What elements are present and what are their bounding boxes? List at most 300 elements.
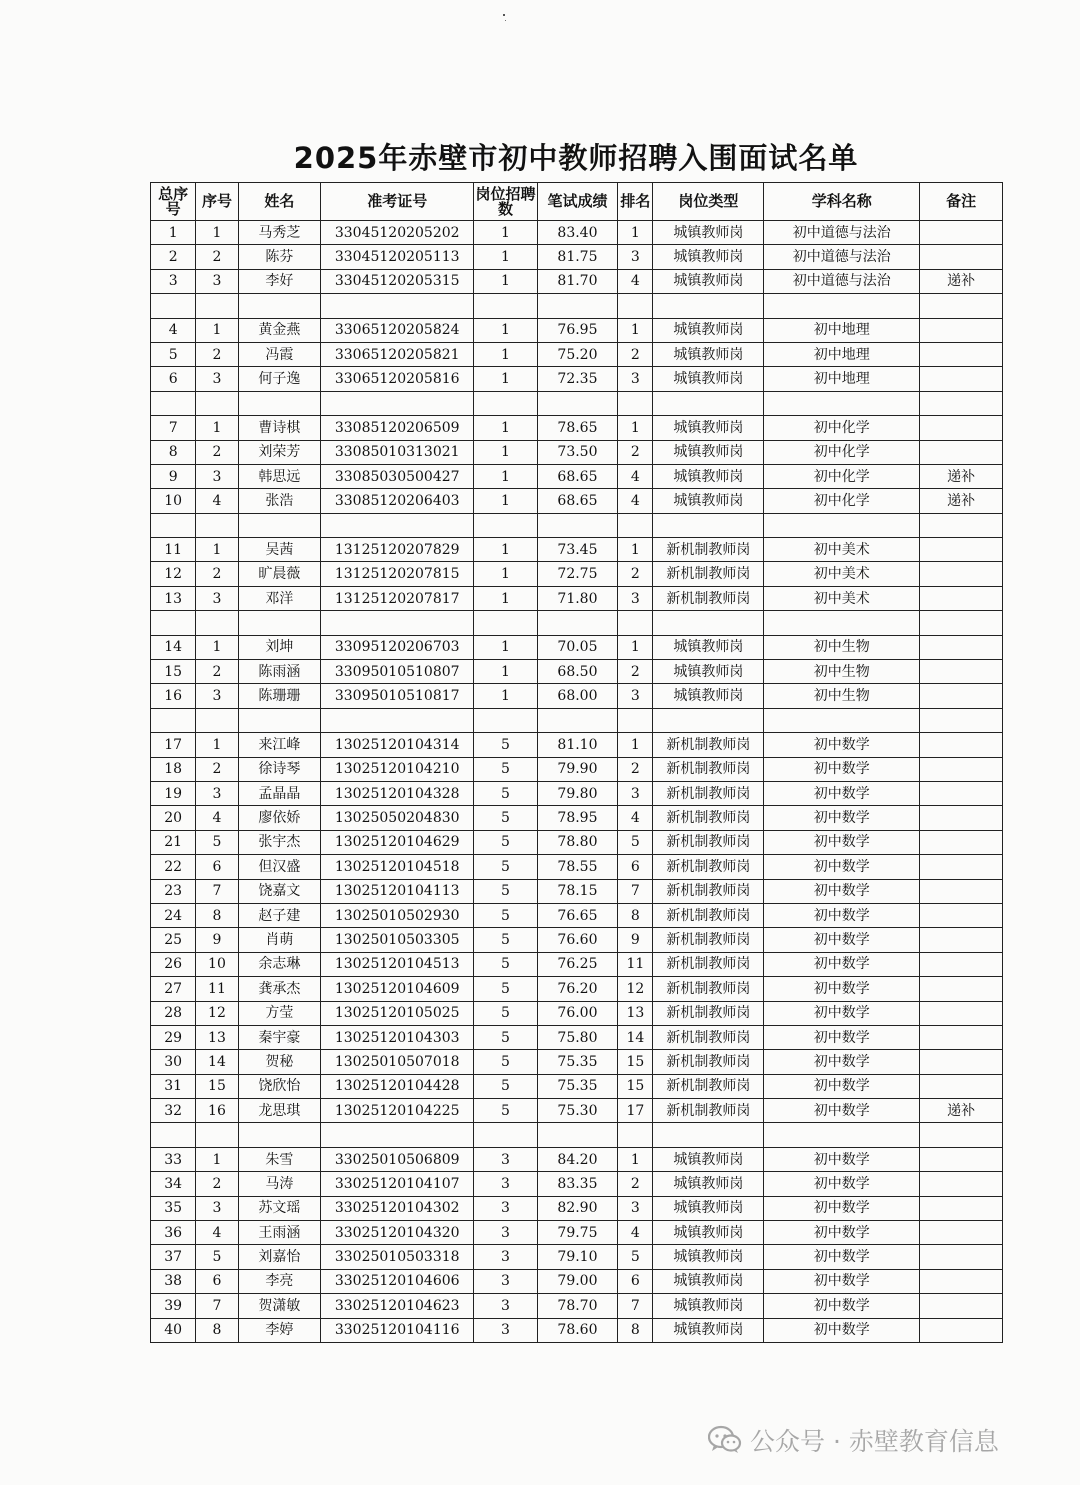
header-cell-name: 姓名 <box>238 183 321 221</box>
cell-rank: 4 <box>618 489 653 513</box>
cell-name: 张浩 <box>238 489 321 513</box>
cell-remark <box>920 416 1003 440</box>
cell-rank: 3 <box>618 781 653 805</box>
cell-name: 陈雨涵 <box>238 660 321 684</box>
cell-openings: 5 <box>474 903 537 927</box>
cell-remark <box>920 367 1003 391</box>
cell-no: 1 <box>196 221 238 245</box>
cell-rank: 15 <box>618 1050 653 1074</box>
cell-openings: 1 <box>474 367 537 391</box>
cell-openings: 1 <box>474 562 537 586</box>
cell-openings: 3 <box>474 1221 537 1245</box>
cell-remark: 递补 <box>920 464 1003 488</box>
cell-post-type: 城镇教师岗 <box>653 367 764 391</box>
cell-subject: 初中数学 <box>764 855 920 879</box>
empty-cell <box>537 611 618 635</box>
cell-openings: 1 <box>474 440 537 464</box>
cell-remark: 递补 <box>920 269 1003 293</box>
empty-cell <box>653 708 764 732</box>
cell-exam-id: 13025120104314 <box>321 733 474 757</box>
cell-openings: 1 <box>474 245 537 269</box>
group-separator-row <box>151 391 1003 415</box>
cell-openings: 5 <box>474 806 537 830</box>
cell-openings: 5 <box>474 952 537 976</box>
cell-exam-id: 33085120206403 <box>321 489 474 513</box>
wechat-icon <box>708 1425 742 1455</box>
cell-written-score: 68.50 <box>537 660 618 684</box>
cell-subject: 初中数学 <box>764 1196 920 1220</box>
cell-subject: 初中数学 <box>764 1294 920 1318</box>
cell-remark <box>920 245 1003 269</box>
table-row <box>151 245 1003 269</box>
cell-post-type: 城镇教师岗 <box>653 1269 764 1293</box>
cell-rank: 4 <box>618 806 653 830</box>
cell-rank: 3 <box>618 586 653 610</box>
cell-post-type: 新机制教师岗 <box>653 1074 764 1098</box>
empty-cell <box>321 1123 474 1147</box>
cell-subject: 初中数学 <box>764 1001 920 1025</box>
cell-written-score: 81.75 <box>537 245 618 269</box>
cell-subject: 初中生物 <box>764 660 920 684</box>
cell-no: 2 <box>196 1172 238 1196</box>
cell-subject: 初中数学 <box>764 1147 920 1171</box>
header-cell-total-no: 总序号 <box>151 183 196 221</box>
cell-post-type: 城镇教师岗 <box>653 1294 764 1318</box>
cell-written-score: 84.20 <box>537 1147 618 1171</box>
cell-name: 贺秘 <box>238 1050 321 1074</box>
cell-total-no: 12 <box>151 562 196 586</box>
cell-total-no: 22 <box>151 855 196 879</box>
empty-cell <box>618 1123 653 1147</box>
cell-subject: 初中化学 <box>764 464 920 488</box>
empty-cell <box>238 294 321 318</box>
empty-cell <box>151 294 196 318</box>
cell-no: 11 <box>196 977 238 1001</box>
empty-cell <box>474 708 537 732</box>
cell-written-score: 78.65 <box>537 416 618 440</box>
cell-openings: 1 <box>474 635 537 659</box>
cell-written-score: 79.10 <box>537 1245 618 1269</box>
cell-written-score: 79.75 <box>537 1221 618 1245</box>
scan-speck <box>505 20 506 21</box>
cell-no: 8 <box>196 1318 238 1342</box>
cell-remark <box>920 635 1003 659</box>
cell-name: 贺潇敏 <box>238 1294 321 1318</box>
cell-remark <box>920 1172 1003 1196</box>
cell-written-score: 83.35 <box>537 1172 618 1196</box>
cell-post-type: 城镇教师岗 <box>653 1196 764 1220</box>
cell-remark <box>920 586 1003 610</box>
cell-total-no: 4 <box>151 318 196 342</box>
cell-name: 旷晨薇 <box>238 562 321 586</box>
group-separator-row <box>151 1123 1003 1147</box>
cell-post-type: 城镇教师岗 <box>653 1147 764 1171</box>
cell-post-type: 城镇教师岗 <box>653 269 764 293</box>
cell-post-type: 城镇教师岗 <box>653 660 764 684</box>
cell-openings: 3 <box>474 1318 537 1342</box>
cell-total-no: 8 <box>151 440 196 464</box>
cell-name: 龚承杰 <box>238 977 321 1001</box>
table-row <box>151 367 1003 391</box>
cell-remark <box>920 903 1003 927</box>
cell-openings: 3 <box>474 1245 537 1269</box>
cell-exam-id: 33025120104606 <box>321 1269 474 1293</box>
cell-rank: 15 <box>618 1074 653 1098</box>
group-separator-row <box>151 294 1003 318</box>
cell-total-no: 20 <box>151 806 196 830</box>
cell-post-type: 新机制教师岗 <box>653 830 764 854</box>
cell-rank: 3 <box>618 684 653 708</box>
cell-name: 邓洋 <box>238 586 321 610</box>
cell-total-no: 17 <box>151 733 196 757</box>
cell-name: 徐诗琴 <box>238 757 321 781</box>
empty-cell <box>537 294 618 318</box>
cell-no: 14 <box>196 1050 238 1074</box>
cell-total-no: 34 <box>151 1172 196 1196</box>
cell-openings: 1 <box>474 221 537 245</box>
cell-total-no: 26 <box>151 952 196 976</box>
cell-no: 4 <box>196 489 238 513</box>
empty-cell <box>474 294 537 318</box>
cell-total-no: 3 <box>151 269 196 293</box>
table-row <box>151 416 1003 440</box>
cell-post-type: 城镇教师岗 <box>653 440 764 464</box>
cell-written-score: 71.80 <box>537 586 618 610</box>
cell-rank: 12 <box>618 977 653 1001</box>
cell-subject: 初中数学 <box>764 733 920 757</box>
cell-rank: 3 <box>618 367 653 391</box>
cell-remark <box>920 1294 1003 1318</box>
table-row <box>151 855 1003 879</box>
cell-exam-id: 33025010506809 <box>321 1147 474 1171</box>
cell-openings: 1 <box>474 318 537 342</box>
cell-total-no: 37 <box>151 1245 196 1269</box>
cell-name: 黄金燕 <box>238 318 321 342</box>
cell-total-no: 29 <box>151 1025 196 1049</box>
cell-exam-id: 13125120207817 <box>321 586 474 610</box>
empty-cell <box>321 708 474 732</box>
table-row <box>151 903 1003 927</box>
cell-total-no: 10 <box>151 489 196 513</box>
cell-subject: 初中道德与法治 <box>764 245 920 269</box>
table-row <box>151 342 1003 366</box>
cell-subject: 初中数学 <box>764 1318 920 1342</box>
cell-name: 刘坤 <box>238 635 321 659</box>
cell-written-score: 70.05 <box>537 635 618 659</box>
cell-openings: 5 <box>474 757 537 781</box>
empty-cell <box>618 294 653 318</box>
cell-written-score: 79.80 <box>537 781 618 805</box>
empty-cell <box>537 513 618 537</box>
cell-subject: 初中数学 <box>764 1099 920 1123</box>
cell-name: 陈芬 <box>238 245 321 269</box>
cell-openings: 1 <box>474 489 537 513</box>
cell-remark <box>920 538 1003 562</box>
header-cell-written-score: 笔试成绩 <box>537 183 618 221</box>
cell-remark <box>920 1221 1003 1245</box>
cell-rank: 1 <box>618 733 653 757</box>
table-row <box>151 1172 1003 1196</box>
cell-written-score: 75.35 <box>537 1050 618 1074</box>
cell-total-no: 14 <box>151 635 196 659</box>
cell-rank: 4 <box>618 269 653 293</box>
cell-total-no: 19 <box>151 781 196 805</box>
cell-post-type: 新机制教师岗 <box>653 562 764 586</box>
cell-written-score: 68.65 <box>537 489 618 513</box>
cell-no: 7 <box>196 879 238 903</box>
cell-openings: 3 <box>474 1172 537 1196</box>
cell-subject: 初中化学 <box>764 416 920 440</box>
group-separator-row <box>151 513 1003 537</box>
empty-cell <box>196 1123 238 1147</box>
table-row <box>151 684 1003 708</box>
cell-openings: 1 <box>474 342 537 366</box>
cell-rank: 2 <box>618 562 653 586</box>
cell-no: 5 <box>196 830 238 854</box>
cell-remark <box>920 928 1003 952</box>
cell-remark <box>920 781 1003 805</box>
cell-remark <box>920 318 1003 342</box>
header-cell-post-type: 岗位类型 <box>653 183 764 221</box>
empty-cell <box>151 513 196 537</box>
cell-post-type: 城镇教师岗 <box>653 1245 764 1269</box>
header-cell-remark: 备注 <box>920 183 1003 221</box>
cell-written-score: 78.15 <box>537 879 618 903</box>
header-cell-subject: 学科名称 <box>764 183 920 221</box>
cell-total-no: 16 <box>151 684 196 708</box>
cell-exam-id: 33045120205202 <box>321 221 474 245</box>
table-row <box>151 464 1003 488</box>
cell-rank: 7 <box>618 879 653 903</box>
cell-post-type: 新机制教师岗 <box>653 855 764 879</box>
cell-name: 饶嘉文 <box>238 879 321 903</box>
cell-exam-id: 33045120205113 <box>321 245 474 269</box>
cell-openings: 5 <box>474 1050 537 1074</box>
cell-name: 赵子建 <box>238 903 321 927</box>
cell-exam-id: 13025120104629 <box>321 830 474 854</box>
cell-name: 张宇杰 <box>238 830 321 854</box>
empty-cell <box>653 513 764 537</box>
cell-remark <box>920 952 1003 976</box>
table-row <box>151 977 1003 1001</box>
cell-post-type: 新机制教师岗 <box>653 586 764 610</box>
cell-openings: 5 <box>474 977 537 1001</box>
scan-speck <box>503 14 505 16</box>
table-row <box>151 440 1003 464</box>
cell-remark <box>920 1269 1003 1293</box>
cell-subject: 初中道德与法治 <box>764 221 920 245</box>
cell-no: 3 <box>196 1196 238 1220</box>
cell-subject: 初中数学 <box>764 757 920 781</box>
cell-no: 1 <box>196 538 238 562</box>
table-row <box>151 586 1003 610</box>
cell-no: 16 <box>196 1099 238 1123</box>
cell-exam-id: 33025120104320 <box>321 1221 474 1245</box>
cell-no: 3 <box>196 684 238 708</box>
cell-name: 吴茜 <box>238 538 321 562</box>
table-row <box>151 806 1003 830</box>
cell-exam-id: 13025010503305 <box>321 928 474 952</box>
cell-no: 5 <box>196 1245 238 1269</box>
table-row <box>151 1196 1003 1220</box>
cell-name: 李婷 <box>238 1318 321 1342</box>
empty-cell <box>537 708 618 732</box>
group-separator-row <box>151 708 1003 732</box>
cell-no: 2 <box>196 245 238 269</box>
cell-written-score: 76.95 <box>537 318 618 342</box>
cell-exam-id: 33065120205816 <box>321 367 474 391</box>
cell-written-score: 75.35 <box>537 1074 618 1098</box>
empty-cell <box>764 611 920 635</box>
cell-total-no: 25 <box>151 928 196 952</box>
cell-rank: 4 <box>618 464 653 488</box>
cell-name: 余志琳 <box>238 952 321 976</box>
cell-remark <box>920 757 1003 781</box>
cell-remark <box>920 562 1003 586</box>
header-cell-exam-id: 准考证号 <box>321 183 474 221</box>
empty-cell <box>764 1123 920 1147</box>
cell-openings: 5 <box>474 1025 537 1049</box>
empty-cell <box>196 708 238 732</box>
cell-name: 何子逸 <box>238 367 321 391</box>
header-cell-rank: 排名 <box>618 183 653 221</box>
cell-openings: 1 <box>474 269 537 293</box>
empty-cell <box>920 611 1003 635</box>
cell-exam-id: 13025120104518 <box>321 855 474 879</box>
cell-rank: 8 <box>618 903 653 927</box>
table-row <box>151 1001 1003 1025</box>
cell-exam-id: 33085120206509 <box>321 416 474 440</box>
cell-rank: 6 <box>618 855 653 879</box>
cell-no: 1 <box>196 416 238 440</box>
cell-subject: 初中数学 <box>764 1269 920 1293</box>
cell-no: 2 <box>196 342 238 366</box>
cell-name: 秦宇豪 <box>238 1025 321 1049</box>
cell-written-score: 68.65 <box>537 464 618 488</box>
cell-no: 2 <box>196 757 238 781</box>
empty-cell <box>618 513 653 537</box>
document-title: 2025年赤壁市初中教师招聘入围面试名单 <box>293 141 859 175</box>
cell-subject: 初中数学 <box>764 781 920 805</box>
table-row <box>151 538 1003 562</box>
cell-written-score: 76.60 <box>537 928 618 952</box>
cell-openings: 5 <box>474 830 537 854</box>
cell-name: 朱雪 <box>238 1147 321 1171</box>
interview-roster-table <box>150 182 1003 1343</box>
cell-rank: 2 <box>618 440 653 464</box>
cell-remark <box>920 1001 1003 1025</box>
cell-total-no: 11 <box>151 538 196 562</box>
empty-cell <box>920 513 1003 537</box>
table-row <box>151 221 1003 245</box>
cell-exam-id: 33095120206703 <box>321 635 474 659</box>
empty-cell <box>920 391 1003 415</box>
cell-subject: 初中地理 <box>764 367 920 391</box>
cell-exam-id: 33025120104116 <box>321 1318 474 1342</box>
table-row <box>151 489 1003 513</box>
cell-remark <box>920 806 1003 830</box>
cell-remark <box>920 342 1003 366</box>
cell-no: 6 <box>196 1269 238 1293</box>
cell-rank: 1 <box>618 318 653 342</box>
cell-subject: 初中数学 <box>764 1074 920 1098</box>
cell-total-no: 39 <box>151 1294 196 1318</box>
cell-no: 7 <box>196 1294 238 1318</box>
cell-post-type: 城镇教师岗 <box>653 245 764 269</box>
empty-cell <box>151 611 196 635</box>
cell-name: 王雨涵 <box>238 1221 321 1245</box>
cell-exam-id: 33025120104302 <box>321 1196 474 1220</box>
cell-total-no: 13 <box>151 586 196 610</box>
cell-rank: 1 <box>618 635 653 659</box>
cell-written-score: 72.75 <box>537 562 618 586</box>
table-row <box>151 660 1003 684</box>
cell-remark: 递补 <box>920 1099 1003 1123</box>
cell-written-score: 72.35 <box>537 367 618 391</box>
empty-cell <box>151 391 196 415</box>
table-row <box>151 1147 1003 1171</box>
cell-no: 3 <box>196 367 238 391</box>
cell-exam-id: 13025120104609 <box>321 977 474 1001</box>
cell-openings: 5 <box>474 781 537 805</box>
cell-no: 10 <box>196 952 238 976</box>
cell-rank: 1 <box>618 538 653 562</box>
cell-remark <box>920 1245 1003 1269</box>
empty-cell <box>537 1123 618 1147</box>
cell-rank: 14 <box>618 1025 653 1049</box>
cell-remark <box>920 1050 1003 1074</box>
cell-subject: 初中数学 <box>764 928 920 952</box>
cell-post-type: 新机制教师岗 <box>653 1001 764 1025</box>
cell-written-score: 73.50 <box>537 440 618 464</box>
cell-post-type: 新机制教师岗 <box>653 1099 764 1123</box>
cell-openings: 5 <box>474 879 537 903</box>
cell-openings: 1 <box>474 586 537 610</box>
cell-rank: 11 <box>618 952 653 976</box>
cell-subject: 初中数学 <box>764 952 920 976</box>
table-row <box>151 269 1003 293</box>
empty-cell <box>151 708 196 732</box>
cell-exam-id: 33025010503318 <box>321 1245 474 1269</box>
cell-exam-id: 33085030500427 <box>321 464 474 488</box>
cell-exam-id: 13125120207829 <box>321 538 474 562</box>
cell-subject: 初中生物 <box>764 684 920 708</box>
cell-total-no: 24 <box>151 903 196 927</box>
table-row <box>151 830 1003 854</box>
cell-name: 廖依娇 <box>238 806 321 830</box>
empty-cell <box>238 1123 321 1147</box>
table-row <box>151 635 1003 659</box>
cell-remark <box>920 660 1003 684</box>
cell-openings: 5 <box>474 733 537 757</box>
group-separator-row <box>151 611 1003 635</box>
cell-subject: 初中化学 <box>764 440 920 464</box>
cell-name: 李亮 <box>238 1269 321 1293</box>
empty-cell <box>653 391 764 415</box>
cell-openings: 5 <box>474 1099 537 1123</box>
cell-name: 苏文瑶 <box>238 1196 321 1220</box>
cell-no: 2 <box>196 660 238 684</box>
cell-rank: 5 <box>618 830 653 854</box>
cell-total-no: 1 <box>151 221 196 245</box>
cell-rank: 17 <box>618 1099 653 1123</box>
cell-name: 来江峰 <box>238 733 321 757</box>
cell-rank: 1 <box>618 416 653 440</box>
cell-remark <box>920 1196 1003 1220</box>
cell-rank: 1 <box>618 221 653 245</box>
cell-total-no: 5 <box>151 342 196 366</box>
empty-cell <box>537 391 618 415</box>
